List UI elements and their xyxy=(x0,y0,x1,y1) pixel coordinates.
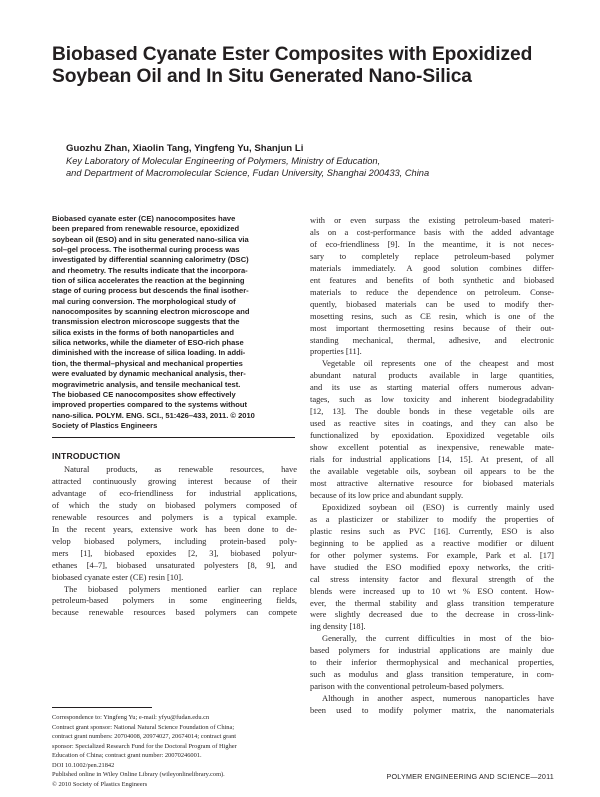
abstract-line: improved properties compared to the systems without xyxy=(52,400,247,410)
footnote-line: Published online in Wiley Online Library (wileyonlinelibrary.com). xyxy=(52,771,225,779)
body-text-line: mosetting resins, such as CE resin, which is one of the xyxy=(310,310,554,321)
body-text-line: advantage of eco-friendliness for industrial applications, xyxy=(52,487,297,498)
footnote-line: contract grant numbers: 20704008, 20974027, 20674014; contract grant xyxy=(52,733,237,741)
footnote-line: © 2010 Society of Plastics Engineers xyxy=(52,780,148,788)
body-text-line: petroleum-based polymers in some engineering fields, xyxy=(52,595,297,606)
body-text-line: quently, biobased materials can be used to modify ther- xyxy=(310,298,554,309)
abstract-line: and rheometry. The results indicate that the incorpora- xyxy=(52,265,248,275)
body-text-line: parison with the conventional petroleum-based polymers. xyxy=(310,681,505,692)
affiliation xyxy=(66,155,566,180)
abstract-line: The biobased CE nanocomposites show effectively xyxy=(52,389,236,399)
abstract-line: tion, the thermal–physical and mechanical properties xyxy=(52,358,243,368)
footnote-divider xyxy=(52,707,152,708)
body-text-line: Epoxidized soybean oil (ESO) is currently mainly used xyxy=(322,501,554,512)
paper-title xyxy=(52,44,552,87)
body-text-line: functionalized by epoxidation. Epoxidized vegetable oils xyxy=(310,430,554,441)
body-text-line: plastic resins such as PVC [16]. Currently, ESO is also xyxy=(310,525,554,536)
body-text-line: materials immediately. A good solution combines differ- xyxy=(310,262,554,273)
body-column-right xyxy=(310,215,554,717)
body-text-line: The biobased polymers mentioned earlier can replace xyxy=(64,583,297,594)
footnote-line: DOI 10.1002/pen.21842 xyxy=(52,761,115,769)
body-text-line: Generally, the current difficulties in most of the bio- xyxy=(322,633,554,644)
abstract-line: nanocomposites by scanning electron microscope and xyxy=(52,307,250,317)
abstract-line: Biobased cyanate ester (CE) nanocomposites have xyxy=(52,214,236,223)
running-footer: POLYMER ENGINEERING AND SCIENCE—2011 xyxy=(386,772,554,781)
body-text-line: for other polymer systems. For example, Park et al. [17] xyxy=(310,549,554,560)
title-line: Biobased Cyanate Ester Composites with Epoxidized xyxy=(52,44,533,65)
body-text-line: standing mechanical, thermal, adhesive, and electronic xyxy=(310,334,554,345)
body-text-line: were slightly decreased due to the decrease in cross-link- xyxy=(310,609,554,620)
body-text-line: velop biobased polymers, including protein-based poly- xyxy=(52,535,297,546)
section-heading-introduction: INTRODUCTION xyxy=(52,451,121,461)
body-text-line: ever, the thermal stability and glass transition temperature xyxy=(310,597,554,608)
body-text-line: materials to reduce the dependence on petroleum. Conse- xyxy=(310,286,554,297)
body-text-line: biobased cyanate ester (CE) resin [10]. xyxy=(52,571,184,582)
body-text-line: based polymers for industrial applications are mainly due xyxy=(310,645,554,656)
body-text-line: most important thermosetting resins because of their out- xyxy=(310,322,554,333)
abstract-line: diminished with the increase of silica loading. In addi- xyxy=(52,348,246,358)
body-text-line: most attractive alternative resource for biobased materials xyxy=(310,477,554,488)
abstract-line: transmission electron microscope suggests that the xyxy=(52,317,240,327)
body-text-line: used as reactive sites in coatings, and they can also be xyxy=(310,418,554,429)
abstract-line: sol–gel process. The isothermal curing process was xyxy=(52,245,240,255)
abstract-line: Society of Plastics Engineers xyxy=(52,420,158,430)
body-text-line: such as modulus and glass transition temperature, in com- xyxy=(310,669,554,680)
body-text-line: sary to completely replace petroleum-based polymer xyxy=(310,250,554,261)
affiliation-line: Key Laboratory of Molecular Engineering of Polymers, Ministry of Education, xyxy=(66,156,381,166)
body-text-line: because of its low price and abundant supply. xyxy=(310,489,464,500)
affiliation-line: and Department of Macromolecular Science, Fudan University, Shanghai 200433, China xyxy=(66,168,430,179)
body-text-line: abundant natural products available in large quantities, xyxy=(310,370,554,381)
body-column-left xyxy=(52,464,297,619)
abstract-divider xyxy=(52,437,295,438)
body-text-line: the available vegetable oils, soybean oil appears to be the xyxy=(310,466,554,477)
body-text-line: renewable resources and polymers is a typical example. xyxy=(52,511,297,522)
body-text-line: Natural products, as renewable resources, have xyxy=(64,464,297,474)
author-list: Guozhu Zhan, Xiaolin Tang, Yingfeng Yu, Shanjun Li xyxy=(66,143,304,154)
footnote-line: Contract grant sponsor: National Natural Science Foundation of China; xyxy=(52,723,235,731)
body-text-line: show excellent potential as inexpensive, renewable mate- xyxy=(310,442,554,453)
abstract-line: mal curing conversion. The morphological study of xyxy=(52,296,236,306)
abstract-line: tion of silica accelerates the reaction at the beginning xyxy=(52,276,245,286)
body-text-line: as a plasticizer or stabilizer to modify the properties of xyxy=(310,513,554,524)
footnote-line: Correspondence to: Yingfeng Yu; e-mail: yfyu@fudan.edu.cn xyxy=(52,714,210,721)
body-text-line: als on a cost-performance basis with the added advantage xyxy=(310,226,554,237)
body-text-line: In the recent years, extensive work has been done to de- xyxy=(52,523,297,534)
body-text-line: have studied the ESO modified epoxy networks, the criti- xyxy=(310,561,554,572)
body-text-line: because renewable resources based polymers can compete xyxy=(52,607,297,618)
abstract-line: were evaluated by dynamic mechanical analysis, ther- xyxy=(52,369,246,379)
title-line: Soybean Oil and In Situ Generated Nano-Silica xyxy=(52,65,472,87)
abstract-line: stage of curing process but descends the final isother- xyxy=(52,286,249,296)
body-text-line: been used to modify polymer matrix, the nanomaterials xyxy=(310,705,554,716)
body-text-line: rials for industrial applications [14, 15]. At present, of all xyxy=(310,454,554,465)
body-text-line: cal stress intensity factor and flexural strength of the xyxy=(310,573,554,584)
abstract-line: silica exists in the forms of both nanoparticles and xyxy=(52,327,235,337)
body-text-line: to their inferior thermophysical and mechanical properties, xyxy=(310,657,554,668)
abstract-line: soybean oil (ESO) and in situ generated nano-silica via xyxy=(52,234,249,244)
body-text-line: ing density [18]. xyxy=(310,621,366,632)
body-text-line: tages, such as low toxicity and inherent biodegradability xyxy=(310,394,554,405)
body-text-line: Although in another aspect, numerous nanoparticles have xyxy=(322,693,554,704)
body-text-line: blends were increased up to 10 wt % ESO content. How- xyxy=(310,585,554,596)
footnote-block xyxy=(52,713,297,789)
abstract xyxy=(52,214,297,431)
body-text-line: of eco-friendliness [9]. In the meantime, it is not neces- xyxy=(310,238,554,249)
body-text-line: properties [11]. xyxy=(310,346,362,357)
body-text-line: Vegetable oil represents one of the cheapest and most xyxy=(322,358,554,369)
abstract-line: nano-silica. POLYM. ENG. SCI., 51:426–433, 2011. © 2010 xyxy=(52,410,255,420)
body-text-line: ethanes [4–7], biobased unsaturated polyesters [8, 9], and xyxy=(52,559,297,570)
abstract-line: mogravimetric analysis, and tensile mechanical test. xyxy=(52,379,241,389)
footnote-line: Education of China; contract grant number: 20070246001. xyxy=(52,752,202,760)
body-text-line: with or even surpass the existing petroleum-based materi- xyxy=(310,215,554,225)
body-text-line: attracted continuously growing interest because of their xyxy=(52,475,297,486)
footnote-line: sponsor: Specialized Research Fund for the Doctoral Program of Higher xyxy=(52,742,237,750)
body-text-line: beginning to be applied as a reactive modifier or diluent xyxy=(310,537,554,548)
abstract-line: investigated by differential scanning calorimetry (DSC) xyxy=(52,255,249,265)
abstract-line: been prepared from renewable resource, epoxidized xyxy=(52,224,240,234)
body-text-line: ent features and benefits of both synthetic and biobased xyxy=(310,274,554,285)
body-text-line: [12, 13]. The double bonds in these vegetable oils are xyxy=(310,406,554,417)
body-text-line: of which the study on biobased polymers composed of xyxy=(52,499,297,510)
abstract-line: silica networks, while the diameter of ESO-rich phase xyxy=(52,338,244,348)
body-text-line: and its use as starting material offers numerous advan- xyxy=(310,382,554,393)
body-text-line: mers [1], biobased epoxides [2, 3], biobased polyur- xyxy=(52,547,297,558)
